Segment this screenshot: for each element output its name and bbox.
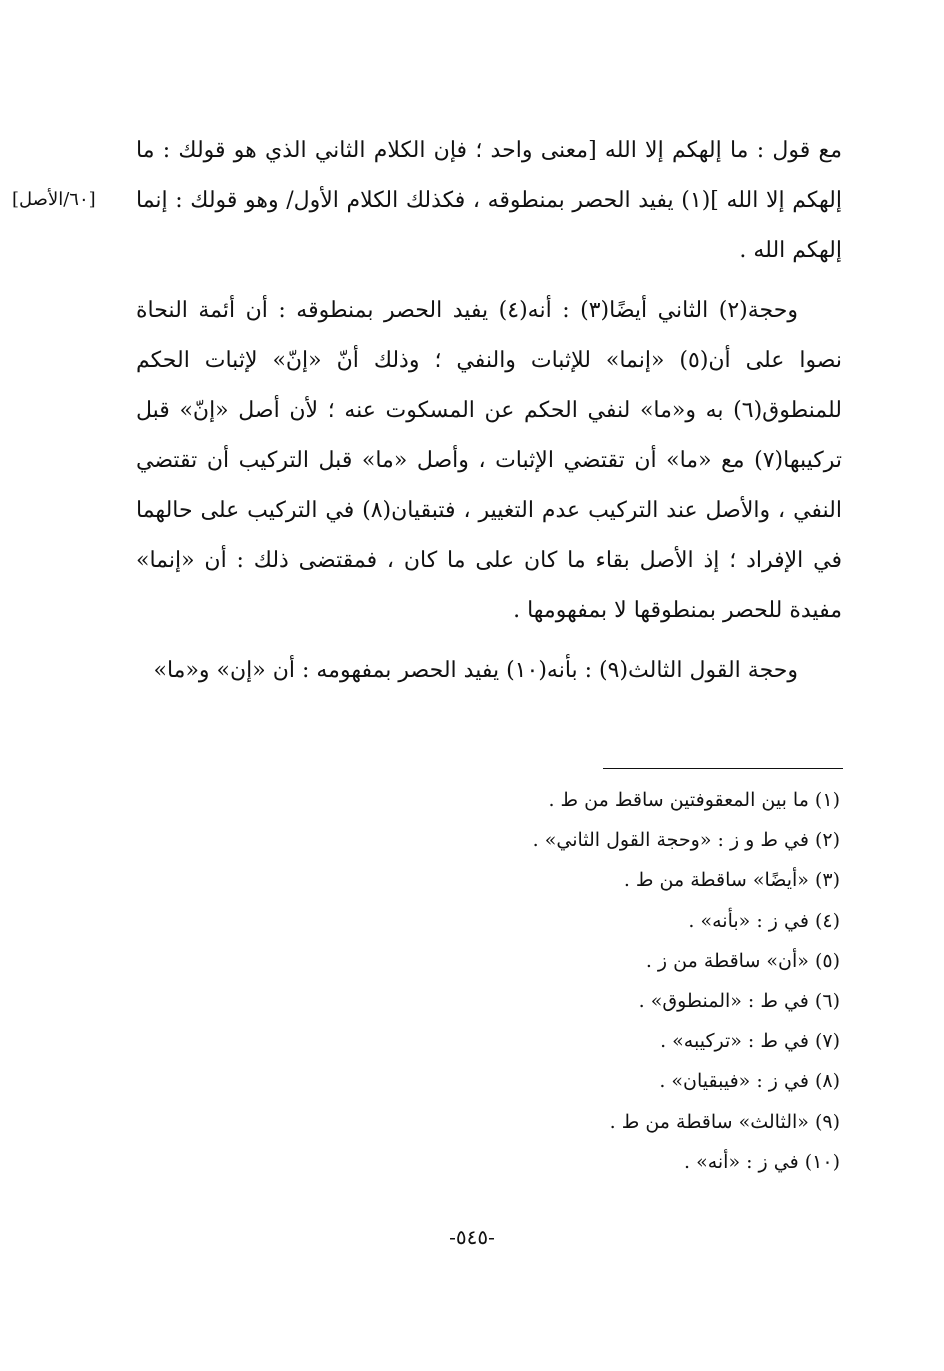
margin-page-reference: [٦٠/الأصل] bbox=[12, 189, 96, 210]
paragraph-3: وحجة القول الثالث(٩) : بأنه(١٠) يفيد الحصر بمفهومه : أن «إن» و«ما» bbox=[153, 658, 798, 683]
footnote-item: (٦) في ط : «المنطوق» . bbox=[638, 990, 840, 1013]
footnote-item: (١٠) في ز : «أنه» . bbox=[684, 1150, 840, 1173]
footnote-item: (٧) في ط : «تركيبه» . bbox=[660, 1030, 840, 1053]
paragraph-2: وحجة(٢) الثاني أيضًا(٣) : أنه(٤) يفيد الحصر بمنطوقه : أن أئمة النحاة نصوا على أن(٥) «إنما» للإثبات والنفي ؛ وذلك أنّ «إنّ» لإثبات الحكم للمنطوق(٦) به و«ما» لنفي الحكم عن المسكوت عنه ؛ لأن أصل «إنّ» قبل تركيبها(٧) مع «ما» أن تقتضي الإثبات ، وأصل «ما» قبل التركيب أن تقتضي النفي ، والأصل عند التركيب عدم التغيير ، فتبقيان(٨) في التركيب على حالهما في الإفراد ؛ إذ الأصل بقاء ما كان على ما كان ، فمقتضى ذلك : أن «إنما» مفيدة للحصر بمنطوقها لا بمفهومها . bbox=[136, 298, 843, 623]
footnote-item: (٢) في ط و ز : «وحجة القول الثاني» . bbox=[532, 829, 840, 852]
main-text bbox=[136, 126, 842, 706]
footnote-item: (٥) «أن» ساقطة من ز . bbox=[645, 949, 840, 972]
page-number: -٥٤٥- bbox=[449, 1225, 495, 1249]
paragraph-1: مع قول : ما إلهكم إلا الله [معنى واحد ؛ فإن الكلام الثاني الذي هو قولك : ما إلهكم إلا الله ](١) يفيد الحصر بمنطوقه ، فكذلك الكلام الأول/ وهو قولك : إنما إلهكم الله . bbox=[136, 138, 842, 263]
footnote-item: (٩) «الثالث» ساقطة من ط . bbox=[609, 1110, 840, 1133]
footnotes-list bbox=[300, 780, 840, 1182]
footnote-item: (٤) في ز : «بأنه» . bbox=[688, 909, 840, 932]
footnote-item: (٣) «أيضًا» ساقطة من ط . bbox=[623, 869, 840, 892]
footnote-item: (٨) في ز : «فيبقيان» . bbox=[659, 1070, 840, 1093]
footnote-separator bbox=[603, 768, 843, 769]
footnote-item: (١) ما بين المعقوفتين ساقط من ط . bbox=[548, 789, 840, 811]
